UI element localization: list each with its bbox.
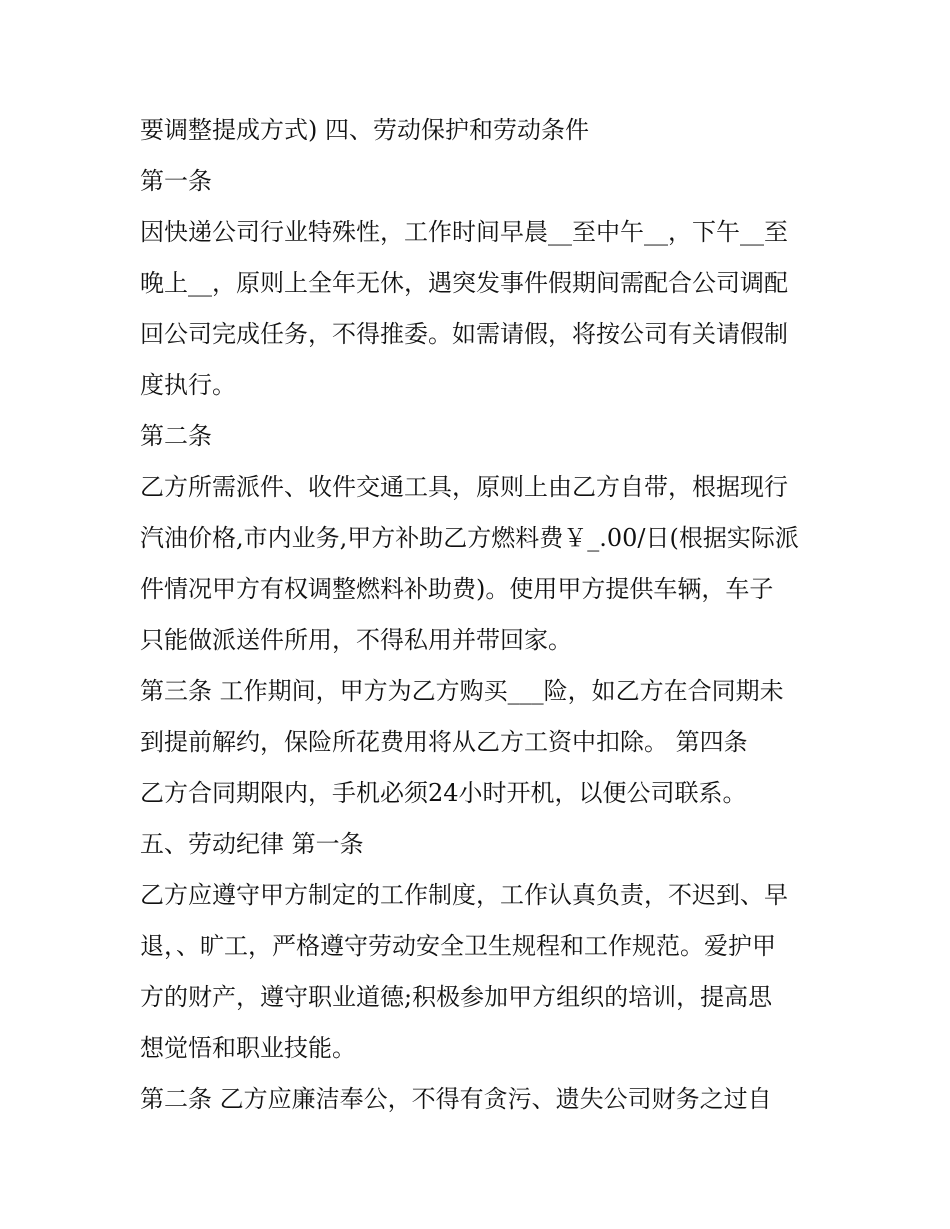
text-line: 乙方合同期限内，手机必须24小时开机，以便公司联系。 [140,779,747,807]
text-line: 乙方所需派件、收件交通工具，原则上由乙方自带，根据现行 [140,473,788,501]
text-line: 回公司完成任务，不得推委。如需请假，将按公司有关请假制 [140,320,788,348]
text-line: 方的财产，遵守职业道德;积极参加甲方组织的培训，提高思 [140,983,773,1011]
text-line: 第三条 工作期间，甲方为乙方购买___险，如乙方在合同期未 [140,677,784,705]
text-line: 五、劳动纪律 第一条 [140,830,364,858]
text-line: 第一条 [140,167,212,195]
text-line: 因快递公司行业特殊性，工作时间早晨__至中午__，下午__至 [140,218,788,246]
text-line: 件情况甲方有权调整燃料补助费)。使用甲方提供车辆，车子 [140,575,774,603]
text-line: 想觉悟和职业技能。 [140,1034,356,1062]
text-line: 度执行。 [140,371,236,399]
text-line: 晚上__，原则上全年无休，遇突发事件假期间需配合公司调配 [140,269,788,297]
text-line: 乙方应遵守甲方制定的工作制度，工作认真负责，不迟到、早 [140,881,788,909]
text-line: 第二条 乙方应廉洁奉公，不得有贪污、遗失公司财务之过自 [140,1085,772,1113]
text-line: 要调整提成方式) 四、劳动保护和劳动条件 [140,116,589,144]
text-line: 第二条 [140,422,212,450]
text-line: 到提前解约，保险所花费用将从乙方工资中扣除。 第四条 [140,728,748,756]
text-line: 退，、旷工，严格遵守劳动安全卫生规程和工作规范。爱护甲 [140,932,776,960]
text-line: 只能做派送件所用，不得私用并带回家。 [140,626,572,654]
text-line: 汽油价格,市内业务,甲方补助乙方燃料费￥_.00/日(根据实际派 [140,524,799,552]
